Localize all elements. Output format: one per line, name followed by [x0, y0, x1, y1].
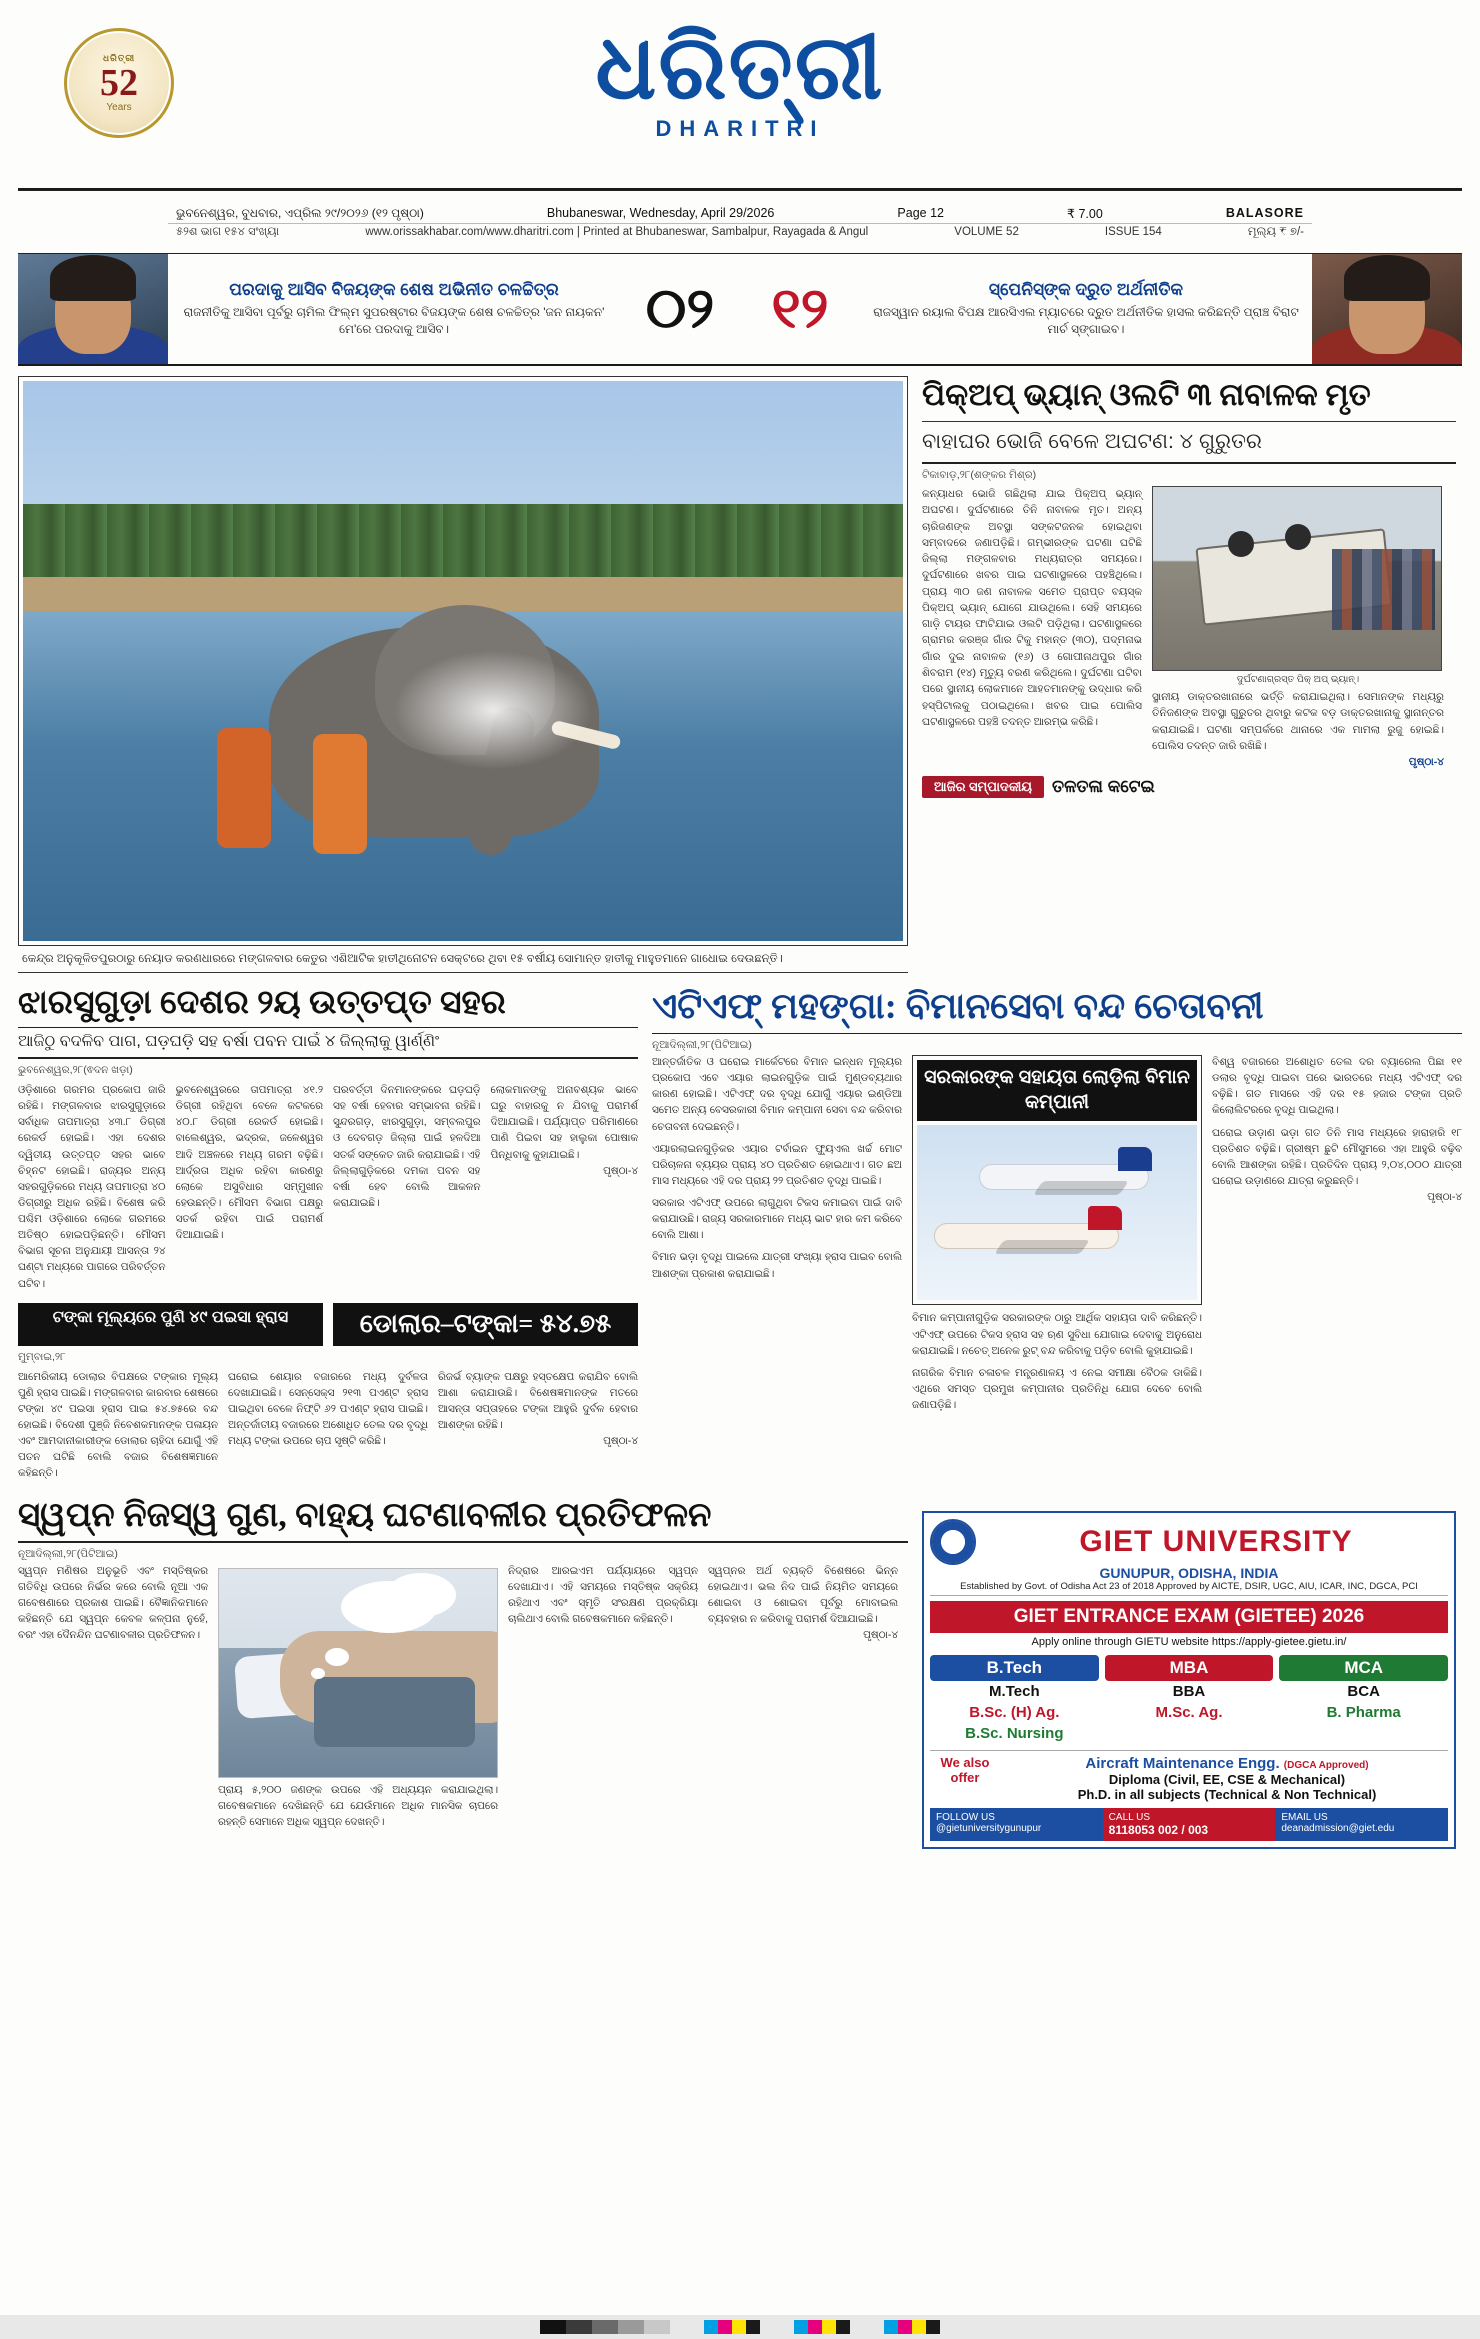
- dollar-headline-row: [18, 1303, 638, 1346]
- ad-follow-block[interactable]: [930, 1808, 1103, 1841]
- ad-university-name: GIET UNIVERSITY: [1079, 1524, 1353, 1558]
- info-bar: [18, 190, 1462, 254]
- dream-col-2: ପ୍ରାୟ ୫,୨୦୦ ଜଣଙ୍କ ଉପରେ ଏହି ଅଧ୍ୟୟନ କରାଯାଇଥିଲା। ଗବେଷକମାନେ ଦେଖିଛନ୍ତି ଯେ ଯେଉଁମାନେ ଅଧିକ ମାନସିକ ଚାପରେ ରହନ୍ତି ସେମାନେ ଅଧିକ ସ୍ୱପ୍ନ ଦେଖନ୍ତି।: [218, 1784, 498, 1828]
- plane-indigo: [979, 1164, 1149, 1190]
- jharsuguda-col-3: ପରବର୍ତ୍ତୀ ଦିନମାନଙ୍କରେ ଘଡ଼ଘଡ଼ି ସହ ବର୍ଷା ହେବାର ସମ୍ଭାବନା ରହିଛି। ସୁନ୍ଦରଗଡ଼, ଝାରସୁଗୁଡ଼ା, ସମ୍ବଲପୁର ଓ ଦେବଗଡ଼ ଜିଲ୍ଲା ପାଇଁ ହଳଦିଆ ସତର୍କ ସଙ୍କେତ ଜାରି କରାଯାଇଛି। ଏହି ଜିଲ୍ଲାଗୁଡ଼ିକରେ ଦମକା ପବନ ସହ ବର୍ଷା ହେବ ବୋଲି ଆକଳନ କରାଯାଇଛି।: [333, 1085, 481, 1209]
- jharsuguda-col-4-wrap: [491, 1083, 639, 1293]
- dollar-tag-right: ଡୋଲାର–ଟଙ୍କା= ୫୪.୭୫: [333, 1303, 638, 1346]
- photo-mahout-two: [313, 734, 367, 854]
- crash-wheel: [1285, 524, 1311, 550]
- printer-color-bar: [0, 2315, 1480, 2339]
- photo-water-spray: [393, 650, 593, 770]
- ad-course-item: M.Sc. Ag.: [1155, 1703, 1223, 1721]
- atf-left-block: [652, 1055, 902, 1414]
- atf-right-block: [1212, 1055, 1462, 1414]
- dream-photo-wrap: [218, 1564, 498, 1831]
- ad-university-location: GUNUPUR, ODISHA, INDIA: [1099, 1564, 1279, 1581]
- ad-follow-label: FOLLOW US: [936, 1811, 995, 1823]
- jharsuguda-body: [18, 1083, 638, 1293]
- giet-advertisement[interactable]: [922, 1511, 1456, 1849]
- main-content: [18, 376, 1462, 973]
- atf-lede: ଆନ୍ତର୍ଜାତିକ ଓ ଘରୋଇ ମାର୍କେଟରେ ବିମାନ ଇନ୍ଧନ ମୂଲ୍ୟର ପ୍ରକୋପ ଏବେ ଏୟାର ଲାଇନଗୁଡ଼ିକ ପାଇଁ ମୁଣ୍ଡବ୍ୟଥାର କାରଣ ହୋଇଛି। ଏଟିଏଫ୍ ଦର ବୃଦ୍ଧି ଯୋଗୁଁ ଏୟାର ଇଣ୍ଡିଆ ସମେତ ଅନ୍ୟ ବେସରକାରୀ ବିମାନ କମ୍ପାନୀ ସେବା ବନ୍ଦ କରିବାର ଚେତାବନୀ ଦେଇଛନ୍ତି।: [652, 1057, 902, 1133]
- teaser-right-photo: [1312, 254, 1462, 364]
- badge-years-label: Years: [106, 102, 132, 113]
- secondary-stories: [18, 985, 1462, 1483]
- dollar-col-2: ଘରୋଇ ଶେୟାର ବଜାରରେ ମଧ୍ୟ ଦୁର୍ବଳତା ଦେଖାଯାଇଛି। ସେନ୍‌ସେକ୍ସ ୨୧୩ ପଏଣ୍ଟ ହ୍ରାସ ପାଇଥିବା ବେଳେ ନିଫ୍ଟି ୬୨ ପଏଣ୍ଟ ହ୍ରାସ ପାଇଛି। ଅନ୍ତର୍ଜାତୀୟ ବଜାରରେ ଅଶୋଧିତ ତେଲ ଦର ବୃଦ୍ଧି ମଧ୍ୟ ଟଙ୍କା ଉପରେ ଚାପ ସୃଷ୍ଟି କରିଛି।: [228, 1371, 428, 1448]
- lead-photo-box: [18, 376, 908, 946]
- ad-header: [930, 1519, 1448, 1565]
- atf-plane-col-1: ବିମାନ କମ୍ପାନୀଗୁଡ଼ିକ ସରକାରଙ୍କ ଠାରୁ ଆର୍ଥିକ ସହାୟତା ଦାବି କରିଛନ୍ତି। ଏଟିଏଫ୍ ଉପରେ ଟିକସ ହ୍ରାସ ସହ ଋଣ ସୁବିଧା ଯୋଗାଇ ଦେବାକୁ ଅନୁରୋଧ କରାଯାଇଛି। ନଚେତ୍ ଅନେକ ରୁଟ୍ ବନ୍ଦ କରିବାକୁ ପଡ଼ିବ ବୋଲି କୁହାଯାଇଛି।: [912, 1313, 1202, 1357]
- editorial-title: ତଳତଳା କଟେଇ: [1052, 777, 1155, 797]
- ad-pill-btech: B.Tech: [930, 1655, 1099, 1681]
- atf-right-col-1: ବିଶ୍ୱ ବଜାରରେ ଅଶୋଧିତ ତେଲ ଦର ବ୍ୟାରେଲ ପିଛା ୧୧ ଡଲାର ବୃଦ୍ଧି ପାଇବା ପରେ ଭାରତରେ ମଧ୍ୟ ଏଟିଏଫ୍ ଦର ବଢ଼ିଛି। ଗତ ମାସରେ ଏହି ଦର ୧୫ ହଜାର ଟଙ୍କା ପ୍ରତି କିଲୋଲିଟରରେ ବୃଦ୍ଧି ପାଇଥିଲା।: [1212, 1057, 1462, 1117]
- cmyk-swatch-strip-1: [704, 2320, 760, 2334]
- dream-body: [18, 1564, 908, 1831]
- info-center: [168, 191, 1312, 253]
- dream-col-1: ସ୍ୱପ୍ନ ମଣିଷର ଅନୁଭୂତି ଏବଂ ମସ୍ତିଷ୍କର ଗତିବିଧି ଉପରେ ନିର୍ଭର କରେ ବୋଲି ନୂଆ ଏକ ଗବେଷଣାରେ ପ୍ରକାଶ ପାଇଛି। ବୈଜ୍ଞାନିକମାନେ କହିଛନ୍ତି ଯେ ସ୍ୱପ୍ନ କେବଳ କଳ୍ପନା ନୁହେଁ, ବରଂ ଏହା ଦୈନନ୍ଦିନ ଘଟଣାବଳୀର ପ୍ରତିଫଳନ।: [18, 1565, 208, 1642]
- atf-col-2: ସରକାର ଏଟିଏଫ୍ ଉପରେ ଲାଗୁଥିବା ଟିକସ କମାଇବା ପାଇଁ ଦାବି କରାଯାଉଛି। ରାଜ୍ୟ ସରକାରମାନେ ମଧ୍ୟ ଭାଟ ହାର କମ କରିବେ ବୋଲି ଆଶା।: [652, 1198, 902, 1242]
- crash-wheel: [1228, 531, 1254, 557]
- teaser-strip: [18, 254, 1462, 366]
- plane-tail: [1088, 1206, 1122, 1230]
- ad-email-address: deanadmission@giet.edu: [1281, 1822, 1395, 1834]
- pickup-subhead: ବାହାଘର ଭୋଜି ବେଳେ ଅଘଟଣ: ୪ ଗୁରୁତର: [922, 428, 1456, 464]
- info-left-spacer: [18, 191, 168, 253]
- ad-entrance-exam: GIET ENTRANCE EXAM (GIETEE) 2026: [930, 1601, 1448, 1633]
- ad-course-item: BBA: [1172, 1682, 1206, 1700]
- teaser-right-text: [860, 254, 1312, 364]
- lead-photo-caption: କେନ୍ଦ୍ର ଅନୁକୂଳିତପୁରଠାରୁ ନେୟାଡ କରଣଧାରରେ ମଙ୍ଗଳବାର କେତୁର ଏଶିଆଟିକ ହାତୀଥିନୋଟନ ସେକ୍ଟରେ ଥିବା ୧୫ ବର୍ଷୀୟ ସୋମାନ୍ତ ହାତୀକୁ ମାହୁତମାନେ ଗାଧୋଇ ଦେଉଛନ୍ତି।: [18, 946, 908, 973]
- website-line: www.orissakhabar.com/www.dharitri.com | Printed at Bhubaneswar, Sambalpur, Rayagada & Angul: [365, 226, 869, 238]
- ad-course-columns: [930, 1655, 1448, 1744]
- atf-right-col-2: ଘରୋଇ ଉଡ଼ାଣ ଭଡ଼ା ଗତ ତିନି ମାସ ମଧ୍ୟରେ ହାରାହାରି ୧୮ ପ୍ରତିଶତ ବଢ଼ିଛି। ଗ୍ରୀଷ୍ମ ଛୁଟି ମୌସୁମରେ ଏହା ଆହୁରି ବଢ଼ିବ ବୋଲି ଆଶଙ୍କା ରହିଛି। ପ୍ରତିଦିନ ପ୍ରାୟ ୨,୦୪,୦୦୦ ଯାତ୍ରୀ ଘରୋଇ ଉଡ଼ାଣରେ ଯାତ୍ରା କରୁଛନ୍ତି।: [1212, 1127, 1462, 1187]
- editorial-teaser[interactable]: [922, 776, 1456, 798]
- ad-course-item: B.Sc. (H) Ag.: [969, 1703, 1060, 1721]
- ad-also-offer-label: We also offer: [940, 1754, 990, 1785]
- dream-col-3: ନିଦ୍ରାର ଆରଇଏମ ପର୍ଯ୍ୟାୟରେ ସ୍ୱପ୍ନ ଦେଖାଯାଏ। ଏହି ସମୟରେ ମସ୍ତିଷ୍କ ସକ୍ରିୟ ରହିଥାଏ ଏବଂ ସ୍ମୃତି ସଂରକ୍ଷଣ ପ୍ରକ୍ରିୟା ଚାଲିଥାଏ ବୋଲି ଗବେଷକମାନେ କହିଛନ୍ତି।: [508, 1565, 698, 1625]
- lead-photo-image: [23, 381, 903, 941]
- atf-center-block: [912, 1055, 1202, 1414]
- odia-price: ମୂଲ୍ୟ ₹ ୭/-: [1247, 225, 1304, 238]
- ad-call-number: 8118053 002 / 003: [1108, 1822, 1209, 1837]
- ad-follow-handle: @gietuniversitygunupur: [936, 1822, 1042, 1834]
- teaser-left-photo: [18, 254, 168, 364]
- jharsuguda-col-4: ଲୋକମାନଙ୍କୁ ଅନାବଶ୍ୟକ ଭାବେ ଘରୁ ବାହାରକୁ ନ ଯିବାକୁ ପରାମର୍ଶ ଦିଆଯାଇଛି। ପର୍ଯ୍ୟାପ୍ତ ପରିମାଣରେ ପାଣି ପିଇବା ସହ ହାଲୁକା ପୋଷାକ ପିନ୍ଧିବାକୁ କୁହାଯାଇଛି।: [490, 1085, 638, 1161]
- atf-plane-col-2: ନାଗରିକ ବିମାନ ଚଳାଚଳ ମନ୍ତ୍ରଣାଳୟ ଏ ନେଇ ସମୀକ୍ଷା ବୈଠକ ଡାକିଛି। ଏଥିରେ ସମସ୍ତ ପ୍ରମୁଖ କମ୍ପାନୀର ପ୍ରତିନିଧି ଯୋଗ ଦେବେ ବୋଲି ଜଣାପଡ଼ିଛି।: [912, 1367, 1202, 1412]
- ad-approvals: Established by Govt. of Odisha Act 23 of 2018 Approved by AICTE, DSIR, UGC, AIU, ICAR, INC, DGCA, PCI: [930, 1581, 1448, 1596]
- plane-wing: [1033, 1181, 1129, 1195]
- atf-col-1: ଏୟାରଲାଇନଗୁଡ଼ିକର ଏୟାର ଟର୍ବାଇନ ଫ୍ୟୁଏଲ ଖର୍ଚ୍ଚ ମୋଟ ପରିଚାଳନା ବ୍ୟୟର ପ୍ରାୟ ୪୦ ପ୍ରତିଶତ ହୋଇଥାଏ। ଗତ ଛଅ ମାସ ମଧ୍ୟରେ ଏହି ଦର ପ୍ରାୟ ୨୨ ପ୍ରତିଶତ ବୃଦ୍ଧି ପାଇଛି।: [652, 1143, 902, 1187]
- pickup-byline: ଟିକାବାଡ଼,୨୮(ଶଙ୍କର ମିଶ୍ର): [922, 469, 1037, 482]
- ad-title-wrap: [984, 1525, 1448, 1559]
- jharsuguda-byline: ଭୁବନେଶ୍ୱର,୨୮(ଵଦନ ଖଡ଼ା): [18, 1064, 133, 1077]
- masthead: [18, 0, 1462, 190]
- dream-story: [18, 1497, 908, 1849]
- teaser-left-body: ରାଜନୀତିକୁ ଆସିବା ପୂର୍ବରୁ ଚାମିଲ ଫିଲ୍ମ ସୁପରଷ୍ଟାର ବିଜୟଙ୍କ ଶେଷ ଚଳଚ୍ଚିତ୍ର 'ଜନ ନାୟକନ' ମେ'ରେ ପରଦାକୁ ଆସିବ।: [183, 304, 605, 336]
- pickup-right-block: [1152, 486, 1444, 770]
- lead-photo-column: [18, 376, 908, 973]
- grey-scale-strip: [540, 2320, 670, 2334]
- teaser-right-headline: ସ୍ପେନିସ୍‌ଙ୍କ ଦ୍ରୁତ ଅର୍ଥନୀତିକ: [988, 279, 1184, 299]
- ad-course-item: B. Pharma: [1326, 1703, 1401, 1721]
- issue-label: ISSUE 154: [1104, 226, 1162, 238]
- airline-subhead: ସରକାରଙ୍କ ସହାୟତା ଲୋଡ଼ିଲା ବିମାନ କମ୍ପାନୀ: [917, 1060, 1197, 1121]
- ad-extra-programs: [930, 1750, 1448, 1802]
- ad-pill-mca: MCA: [1279, 1655, 1448, 1681]
- pickup-column-2: ସ୍ଥାନୀୟ ଡାକ୍ତରଖାନାରେ ଭର୍ତ୍ତି କରାଯାଇଥିଲା। ସେମାନଙ୍କ ମଧ୍ୟରୁ ତିନିଜଣଙ୍କ ଅବସ୍ଥା ଗୁରୁତର ଥିବାରୁ କଟକ ବଡ଼ ଡାକ୍ତରଖାନାକୁ ସ୍ଥାନାନ୍ତର କରାଯାଇଛି। ଘଟଣା ସମ୍ପର୍କରେ ଥାନାରେ ଏକ ମାମଲା ରୁଜୁ ହୋଇଛି। ପୋଲିସ ତଦନ୍ତ ଜାରି ରଖିଛି।: [1152, 691, 1444, 752]
- ad-ame-line: [1006, 1755, 1448, 1772]
- ad-call-label: CALL US: [1108, 1811, 1150, 1823]
- pickup-column-1: କନ୍ୟାଧର ଭୋଜି ଗଛିଥିଲା ଯାଇ ପିକ୍‌ଅପ୍ ଭ୍ୟାନ୍ ଅଘଟଣ। ଦୁର୍ଘଟଣାରେ ତିନି ନାବାଳକ ମୃତ। ଅନ୍ୟ ଚାରିଜଣଙ୍କ ଅବସ୍ଥା ସଙ୍କଟଜନକ ହୋଇଥିବା ସମ୍ବାଦରେ ଜଣାପଡ଼ିଛି। ଗମ୍ଭୀରଙ୍କ ଘଟଣା ଘଟିଛି ଜିଲ୍ଲା ମଙ୍ଗଳବାର ମଧ୍ୟରାତ୍ର ସମୟରେ। ଦୁର୍ଘଟଣାରେ ଖବର ପାଇ ଘଟଣାସ୍ଥଳରେ ପହଞ୍ଚିଥିଲେ। ପ୍ରାୟ ୩୦ ଜଣ ନାବାଳକ ସମେତ ପ୍ରାପ୍ତ ବୟସ୍କ ପିକ୍‌ଅପ୍ ଭ୍ୟାନ୍ ଯୋଗେ ଯାଉଥିଲେ। ସେହି ସମୟରେ ଗାଡ଼ି ଟାୟର ଫାଟିଯାଇ ଓଲଟି ପଡ଼ିଥିଲା। ଘଟଣାସ୍ଥଳରେ ଗ୍ରାମର କରଞ୍ଜ ଗାଁର ଟିକୁ ମହାନ୍ତ (୩୦), ପଦ୍ମନାଭ ଗାଁର ଦୁଇ ନାବାଳକ (୧୬) ଓ ଗୋପୀନାଥପୁର ଗାଁର ଶିବରାମ (୧୪) ମୃତ୍ୟୁ ବରଣ କରିଥିଲେ। ଦୁର୍ଘଟଣା ଘଟିବା ପରେ ସ୍ଥାନୀୟ ଲୋକମାନେ ଆହତମାନଙ୍କୁ ଉଦ୍ଧାର କରି ହସ୍ପିଟାଲକୁ ପଠାଇଥିଲେ। ଖବର ପାଇ ପୋଲିସ ଘଟଣାସ୍ଥଳରେ ପହଞ୍ଚି ତଦନ୍ତ ଆରମ୍ଭ କରିଛି।: [922, 488, 1142, 728]
- dollar-col-1: ଆମେରିକୀୟ ଡୋଲାର ବିପକ୍ଷରେ ଟଙ୍କାର ମୂଲ୍ୟ ପୁଣି ହ୍ରାସ ପାଇଛି। ମଙ୍ଗଳବାର କାରବାର ଶେଷରେ ଟଙ୍କା ୪୯ ପଇସା ହ୍ରାସ ପାଇ ୫୪.୭୫ରେ ବନ୍ଦ ହୋଇଛି। ବିଦେଶୀ ପୁଞ୍ଜି ନିବେଶକମାନଙ୍କ ପଳାୟନ ଏବଂ ଆମଦାନୀକାରୀଙ୍କ ଡୋଲାର ଚାହିଦା ଯୋଗୁଁ ଏହି ପତନ ଘଟିଛି ବୋଲି ବଜାର ବିଶେଷଜ୍ଞମାନେ କହିଛନ୍ତି।: [18, 1371, 218, 1480]
- cmyk-swatch-strip-2: [794, 2320, 850, 2334]
- atf-continued[interactable]: ପୃଷ୍ଠା-୪: [1427, 1192, 1462, 1204]
- ad-email-label: EMAIL US: [1281, 1811, 1328, 1823]
- pickup-continued[interactable]: ପୃଷ୍ଠା-୪: [1408, 756, 1444, 769]
- portrait-hair: [50, 255, 136, 301]
- ad-course-col-mba: [1105, 1655, 1274, 1744]
- crash-bystanders: [1332, 549, 1436, 630]
- odia-dateline: ଭୁବନେଶ୍ୱର, ବୁଧବାର, ଏପ୍ରିଲ ୨୯/୨୦୨୬ (୧୨ ପୃଷ୍ଠା): [176, 205, 424, 220]
- odia-volume: ୫୨ଶ ଭାଗ ୧୫୪ ସଂଖ୍ୟା: [176, 225, 280, 238]
- atf-story: [652, 985, 1462, 1483]
- badge-years-number: 52: [100, 62, 138, 104]
- teaser-left-page-number: ୦୨: [645, 277, 715, 340]
- photo-blanket: [314, 1677, 475, 1748]
- ad-course-item: B.Sc. Nursing: [965, 1724, 1064, 1742]
- crash-photo: [1152, 486, 1442, 671]
- dream-continued[interactable]: ପୃଷ୍ଠା-୪: [863, 1630, 898, 1642]
- atf-headline: ଏଟିଏଫ୍ ମହଙ୍ଗା: ବିମାନସେବା ବନ୍ଦ ଚେତାବନୀ: [652, 985, 1462, 1034]
- ad-course-col-mca: [1279, 1655, 1448, 1744]
- photo-thought-cloud: [386, 1573, 456, 1617]
- ad-call-block[interactable]: [1103, 1808, 1276, 1841]
- ad-contact-bar: [930, 1808, 1448, 1841]
- atf-col-3: ବିମାନ ଭଡ଼ା ବୃଦ୍ଧି ପାଇଲେ ଯାତ୍ରୀ ସଂଖ୍ୟା ହ୍ରାସ ପାଇବ ବୋଲି ଆଶଙ୍କା ପ୍ରକାଶ କରାଯାଇଛି।: [652, 1252, 902, 1280]
- pickup-headline: ପିକ୍‌ଅପ୍ ଭ୍ୟାନ୍ ଓଲଟି ୩ ନାବାଳକ ମୃତ: [922, 376, 1456, 422]
- portrait-hair: [1344, 255, 1430, 301]
- jharsuguda-col-1: ଓଡ଼ିଶାରେ ଗରମର ପ୍ରକୋପ ଜାରି ରହିଛି। ମଙ୍ଗଳବାର ଝାରସୁଗୁଡ଼ାରେ ସର୍ବାଧିକ ତାପମାତ୍ରା ୪୩.୮ ଡିଗ୍ରୀ ରେକର୍ଡ ହୋଇଛି। ଏହା ଦେଶର ଦ୍ୱିତୀୟ ଉତ୍ତପ୍ତ ସହର ଭାବେ ଚିହ୍ନଟ ହୋଇଛି। ରାଜ୍ୟର ଅନ୍ୟ ସହରଗୁଡ଼ିକରେ ମଧ୍ୟ ତାପମାତ୍ରା ୪୦ ଡିଗ୍ରୀରୁ ଅଧିକ ରହିଛି। ବିଶେଷ କରି ପଶ୍ଚିମ ଓଡ଼ିଶାରେ ଲୋକେ ଗରମରେ ଅତିଷ୍ଠ ହୋଇପଡ଼ିଛନ୍ତି। ମୌସମ ବିଭାଗ ସୂଚନା ଅନୁଯାୟୀ ଆସନ୍ତା ୨୪ ଘଣ୍ଟା ମଧ୍ୟରେ ପାଗରେ ପରିବର୍ତ୍ତନ ଘଟିବ।: [18, 1085, 166, 1290]
- edition-name: BALASORE: [1225, 206, 1304, 220]
- info-right-spacer: [1312, 191, 1462, 253]
- atf-byline: ନୂଆଦିଲ୍ଲୀ,୨୮(ପିଟିଆଇ): [652, 1039, 752, 1052]
- giet-logo-icon: [930, 1519, 976, 1565]
- teaser-right-body: ରାଜସ୍ୱାନ ରୟାଲ ବିପକ୍ଷ ଆରସିଏଲ ମ୍ୟାଚରେ ଦ୍ରୁତ ଅର୍ଥନୀତିକ ହାସଲ କରିଛନ୍ତି ପ୍ରାଞ୍ଚ ବିରାଟ ମାର୍ଚ ସ୍ଙ୍ଗାଇବ।: [873, 304, 1299, 336]
- teaser-left-text: [168, 254, 620, 364]
- ad-email-block[interactable]: [1275, 1808, 1448, 1841]
- dream-photo: [218, 1568, 498, 1778]
- ad-diploma-line: Diploma (Civil, EE, CSE & Mechanical): [1108, 1771, 1346, 1787]
- dollar-col-3-wrap: [438, 1370, 638, 1483]
- jharsuguda-subhead: ଆଜିଠୁ ବଦଳିବ ପାଗ, ଘଡ଼ଘଡ଼ି ସହ ବର୍ଷା ପବନ ପାଇଁ ୪ ଜିଲ୍ଲାକୁ ୱାର୍ଣ୍ଣିଂ: [18, 1033, 638, 1059]
- plane-air-india: [934, 1223, 1119, 1249]
- dream-headline: ସ୍ୱପ୍ନ ନିଜସ୍ୱ ଗୁଣ, ବାହ୍ୟ ଘଟଣାବଳୀର ପ୍ରତିଫଳନ: [18, 1497, 908, 1543]
- atf-body: [652, 1055, 1462, 1414]
- pickup-body: [922, 486, 1456, 770]
- ad-phd-line: Ph.D. in all subjects (Technical & Non Technical): [1077, 1786, 1377, 1802]
- ad-course-item: M.Tech: [989, 1682, 1040, 1700]
- dollar-continued[interactable]: ପୃଷ୍ଠା-୪: [603, 1436, 638, 1448]
- teaser-left-headline: ପରଦାକୁ ଆସିବ ବିଜୟଙ୍କ ଶେଷ ଅଭିନୀତ ଚଳଚ୍ଚିତ୍ର: [229, 279, 559, 299]
- dream-col-4: ସ୍ୱପ୍ନର ଅର୍ଥ ବ୍ୟକ୍ତି ବିଶେଷରେ ଭିନ୍ନ ହୋଇଥାଏ। ଭଲ ନିଦ ପାଇଁ ନିୟମିତ ସମୟରେ ଶୋଇବା ଓ ଶୋଇବା ପୂର୍ବରୁ ମୋବାଇଲ ବ୍ୟବହାର ନ କରିବାକୁ ପରାମର୍ଶ ଦିଆଯାଇଛି।: [708, 1565, 898, 1625]
- airline-photo-box: [912, 1055, 1202, 1305]
- dream-col-4-wrap: [708, 1564, 898, 1831]
- dollar-col-3: ରିଜର୍ଭ ବ୍ୟାଙ୍କ ପକ୍ଷରୁ ହସ୍ତକ୍ଷେପ କରାଯିବ ବୋଲି ଆଶା କରାଯାଉଛି। ବିଶେଷଜ୍ଞମାନଙ୍କ ମତରେ ଆସନ୍ତା ସପ୍ତାହରେ ଟଙ୍କା ଆହୁରି ଦୁର୍ବଳ ହେବାର ଆଶଙ୍କା ରହିଛି।: [438, 1371, 638, 1432]
- plane-tail: [1118, 1147, 1152, 1171]
- photo-mahout-one: [217, 728, 271, 848]
- ad-course-col-btech: [930, 1655, 1099, 1744]
- jharsuguda-continued[interactable]: ପୃଷ୍ଠା-୪: [603, 1165, 638, 1177]
- jharsuguda-col-2: ଭୁବନେଶ୍ୱରରେ ତାପମାତ୍ରା ୪୧.୨ ଡିଗ୍ରୀ ରହିଥିବା ବେଳେ କଟକରେ ୪୦.୮ ଡିଗ୍ରୀ ରେକର୍ଡ ହୋଇଛି। ବାଲେଶ୍ୱର, ଭଦ୍ରକ, ଜଳେଶ୍ୱର ଆଦି ଅଞ୍ଚଳରେ ମଧ୍ୟ ଗରମ ବଢ଼ିଛି। ଆର୍ଦ୍ରତା ଅଧିକ ରହିବା କାରଣରୁ ଲୋକେ ଅସୁବିଧାର ସମ୍ମୁଖୀନ ହେଉଛନ୍ତି। ମୌସମ ବିଭାଗ ପକ୍ଷରୁ ସତର୍କ ରହିବା ପାଇଁ ପରାମର୍ଶ ଦିଆଯାଇଛି।: [175, 1085, 323, 1242]
- airline-photo: [917, 1125, 1197, 1300]
- dollar-byline: ମୁମ୍ବାଇ,୨୮: [18, 1350, 66, 1363]
- dollar-tag-left: ଟଙ୍କା ମୂଲ୍ୟରେ ପୁଣି ୪୯ ପଇସା ହ୍ରାସ: [18, 1303, 323, 1346]
- ad-apply-link[interactable]: Apply online through GIETU website https://apply-gietee.gietu.in/: [1031, 1635, 1347, 1648]
- logo-english: DHARITRI: [655, 116, 825, 141]
- cmyk-swatch-strip-3: [884, 2320, 940, 2334]
- ad-pill-mba: MBA: [1105, 1655, 1274, 1681]
- pickup-story-column: [922, 376, 1456, 973]
- english-dateline: Bhubaneswar, Wednesday, April 29/2026: [546, 206, 775, 220]
- bottom-section: [18, 1497, 1462, 1849]
- info-row-secondary: [168, 224, 1312, 241]
- ad-extra-body: [1006, 1755, 1448, 1802]
- dream-byline: ନୂଆଦିଲ୍ଲୀ,୨୮(ପିଟିଆଇ): [18, 1547, 118, 1560]
- editorial-tag: ଆଜିର ସମ୍ପାଦକୀୟ: [922, 776, 1044, 798]
- jharsuguda-story: [18, 985, 638, 1483]
- photo-thought-bubble: [325, 1648, 349, 1666]
- ad-course-item: BCA: [1347, 1682, 1380, 1700]
- teaser-right-page-number: ୧୨: [771, 277, 829, 340]
- page-number: Page 12: [897, 206, 944, 220]
- logo: [18, 19, 1462, 142]
- logo-odia: ଧରିତ୍ରୀ: [595, 19, 885, 118]
- ad-ame-note: (DGCA Approved): [1283, 1759, 1369, 1771]
- ad-ame-title: Aircraft Maintenance Engg.: [1085, 1754, 1280, 1772]
- plane-wing: [994, 1240, 1090, 1254]
- volume-label: VOLUME 52: [954, 226, 1019, 238]
- info-row-primary: [168, 204, 1312, 224]
- dollar-body: [18, 1370, 638, 1483]
- jharsuguda-headline: ଝାରସୁଗୁଡ଼ା ଦେଶର ୨ୟ ଉତ୍ତପ୍ତ ସହର: [18, 985, 638, 1028]
- crash-photo-caption: ଦୁର୍ଘଟଣାଗ୍ରସ୍ତ ପିକ୍ ଅପ୍ ଭ୍ୟାନ୍।: [1236, 674, 1360, 686]
- badge-top-label: ଧରିତ୍ରୀ: [102, 53, 136, 63]
- price: ₹ 7.00: [1067, 206, 1103, 221]
